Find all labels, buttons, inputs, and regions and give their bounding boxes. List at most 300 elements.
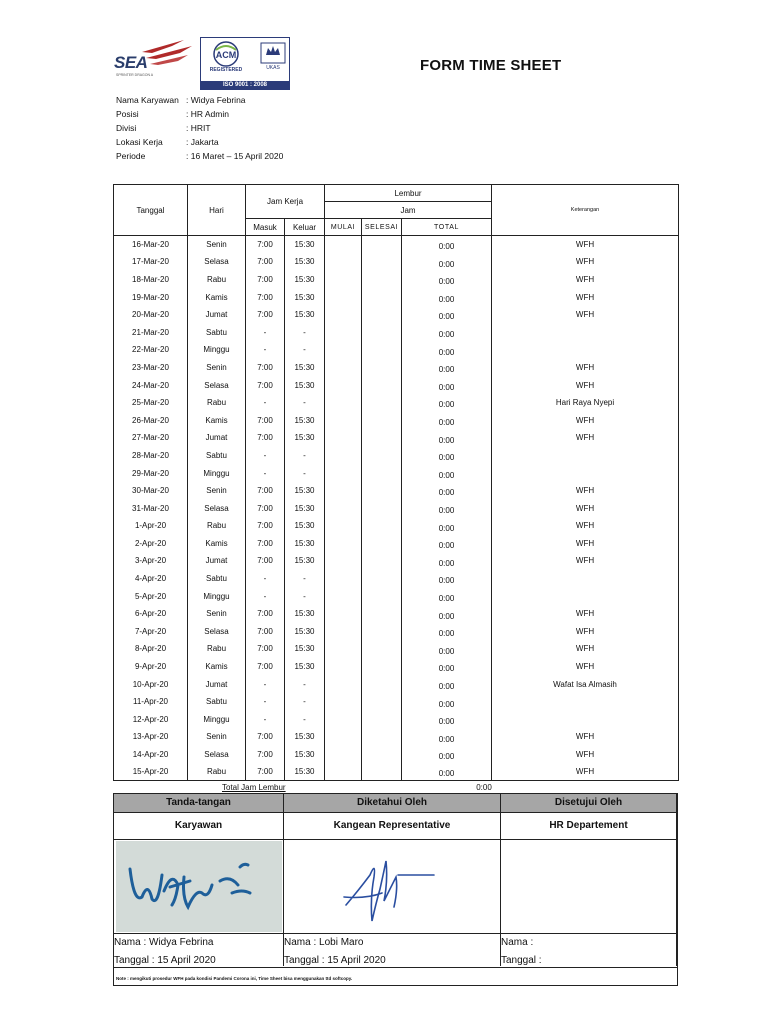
cell-keluar: 15:30: [285, 359, 325, 377]
header-jam: Jam: [325, 202, 492, 219]
cell-hari: Minggu: [188, 341, 246, 359]
representative-signature-image: [286, 841, 498, 932]
info-value: : Widya Febrina: [186, 95, 246, 105]
certification-badge: [200, 37, 290, 90]
cell-empty: [325, 359, 362, 377]
table-row: [114, 499, 679, 517]
signature-header: Tanda-tangan: [166, 797, 231, 808]
header-keterangan: Keterangan: [492, 185, 679, 236]
cell-empty: [325, 605, 362, 623]
cell-total: 0:00: [402, 711, 492, 729]
cell-keterangan: Hari Raya Nyepi: [492, 394, 679, 412]
cell-hari: Sabtu: [188, 447, 246, 465]
cell-tanggal: 7-Apr-20: [114, 623, 188, 641]
cell-masuk: 7:00: [246, 359, 285, 377]
cell-masuk: -: [246, 447, 285, 465]
cell-keluar: -: [285, 587, 325, 605]
cell-hari: Senin: [188, 605, 246, 623]
cell-empty: [362, 464, 402, 482]
cell-masuk: 7:00: [246, 640, 285, 658]
cell-keluar: 15:30: [285, 605, 325, 623]
cell-total: 0:00: [402, 394, 492, 412]
cell-tanggal: 9-Apr-20: [114, 658, 188, 676]
cell-empty: [325, 429, 362, 447]
cell-keterangan: WFH: [492, 623, 679, 641]
table-row: [114, 605, 679, 623]
table-row: [114, 271, 679, 289]
info-row: [116, 121, 283, 135]
cell-total: 0:00: [402, 658, 492, 676]
cell-total: 0:00: [402, 535, 492, 553]
cell-hari: Selasa: [188, 746, 246, 764]
sea-logo: [112, 36, 198, 84]
table-row: [114, 658, 679, 676]
table-row: [114, 429, 679, 447]
cell-tanggal: 31-Mar-20: [114, 499, 188, 517]
cell-hari: Jumat: [188, 429, 246, 447]
signature-role: Karyawan: [174, 820, 223, 831]
cell-keluar: 15:30: [285, 411, 325, 429]
cell-masuk: 7:00: [246, 535, 285, 553]
cell-empty: [325, 288, 362, 306]
cell-empty: [325, 746, 362, 764]
cell-keluar: -: [285, 464, 325, 482]
cell-hari: Senin: [188, 482, 246, 500]
cell-hari: Jumat: [188, 306, 246, 324]
signature-note: Note : mengikuti prosedur WFH pada kondisi Pandemi Corona ini, Time Sheet bisa menggunakan ttd softcopy.: [116, 976, 353, 981]
cell-keluar: -: [285, 341, 325, 359]
cell-keluar: -: [285, 711, 325, 729]
cell-keterangan: [492, 323, 679, 341]
cell-hari: Sabtu: [188, 570, 246, 588]
signature-name: Nama :: [501, 937, 534, 948]
cell-keterangan: WFH: [492, 658, 679, 676]
cell-keluar: 15:30: [285, 306, 325, 324]
cell-total: 0:00: [402, 746, 492, 764]
cell-hari: Senin: [188, 359, 246, 377]
cell-tanggal: 25-Mar-20: [114, 394, 188, 412]
cell-empty: [325, 675, 362, 693]
cell-keterangan: WFH: [492, 552, 679, 570]
cell-empty: [325, 711, 362, 729]
table-row: [114, 359, 679, 377]
cell-empty: [325, 763, 362, 781]
table-row: [114, 587, 679, 605]
cell-empty: [362, 623, 402, 641]
cell-empty: [325, 464, 362, 482]
cell-empty: [362, 394, 402, 412]
cell-total: 0:00: [402, 675, 492, 693]
cell-masuk: 7:00: [246, 429, 285, 447]
info-label: Lokasi Kerja: [116, 137, 163, 147]
table-row: [114, 535, 679, 553]
cell-tanggal: 29-Mar-20: [114, 464, 188, 482]
acm-badge-icon: [203, 40, 249, 74]
cell-total: 0:00: [402, 411, 492, 429]
cell-hari: Kamis: [188, 535, 246, 553]
cell-total: 0:00: [402, 271, 492, 289]
cell-keterangan: WFH: [492, 306, 679, 324]
cell-empty: [362, 429, 402, 447]
sea-wordmark: SEA: [114, 53, 148, 72]
cell-masuk: 7:00: [246, 253, 285, 271]
cell-empty: [362, 447, 402, 465]
cell-total: 0:00: [402, 693, 492, 711]
sea-tagline: SPRINTER DRAGON A: [116, 73, 154, 77]
cell-empty: [325, 341, 362, 359]
cell-total: 0:00: [402, 236, 492, 254]
signature-date: Tanggal : 15 April 2020: [284, 955, 386, 966]
cell-hari: Minggu: [188, 711, 246, 729]
table-row: [114, 763, 679, 781]
cell-empty: [362, 499, 402, 517]
cell-keluar: 15:30: [285, 658, 325, 676]
cell-keterangan: [492, 464, 679, 482]
cell-tanggal: 20-Mar-20: [114, 306, 188, 324]
cell-masuk: 7:00: [246, 517, 285, 535]
ukas-crown-icon: [259, 41, 287, 73]
cell-keterangan: [492, 693, 679, 711]
table-row: [114, 464, 679, 482]
cell-keluar: 15:30: [285, 271, 325, 289]
cell-empty: [362, 570, 402, 588]
cell-empty: [325, 570, 362, 588]
cell-keluar: 15:30: [285, 253, 325, 271]
cell-keterangan: [492, 447, 679, 465]
cell-total: 0:00: [402, 482, 492, 500]
table-row: [114, 411, 679, 429]
cell-tanggal: 6-Apr-20: [114, 605, 188, 623]
signature-header: Diketahui Oleh: [356, 797, 427, 808]
cell-empty: [325, 394, 362, 412]
cell-empty: [362, 306, 402, 324]
cell-keterangan: WFH: [492, 411, 679, 429]
cell-empty: [362, 236, 402, 254]
cell-empty: [325, 623, 362, 641]
cell-empty: [362, 675, 402, 693]
cell-empty: [362, 482, 402, 500]
cell-keluar: 15:30: [285, 499, 325, 517]
cell-empty: [362, 253, 402, 271]
cell-keterangan: WFH: [492, 482, 679, 500]
cell-total: 0:00: [402, 517, 492, 535]
registered-text: REGISTERED: [209, 67, 243, 73]
cell-keluar: -: [285, 675, 325, 693]
cell-hari: Kamis: [188, 658, 246, 676]
cell-total: 0:00: [402, 306, 492, 324]
cell-empty: [362, 728, 402, 746]
cell-masuk: 7:00: [246, 658, 285, 676]
cell-masuk: 7:00: [246, 763, 285, 781]
cell-empty: [325, 447, 362, 465]
cell-empty: [362, 359, 402, 377]
table-row: [114, 746, 679, 764]
cell-tanggal: 28-Mar-20: [114, 447, 188, 465]
company-logo: [112, 36, 292, 92]
cell-keluar: -: [285, 447, 325, 465]
table-row: [114, 640, 679, 658]
cell-keluar: -: [285, 693, 325, 711]
cell-empty: [325, 376, 362, 394]
cell-total: 0:00: [402, 376, 492, 394]
cell-total: 0:00: [402, 359, 492, 377]
cell-empty: [362, 693, 402, 711]
table-row: [114, 394, 679, 412]
cell-keluar: 15:30: [285, 623, 325, 641]
cell-tanggal: 19-Mar-20: [114, 288, 188, 306]
info-label: Periode: [116, 151, 146, 161]
cell-keluar: 15:30: [285, 482, 325, 500]
total-lembur-row: [113, 781, 678, 793]
cell-keterangan: Wafat Isa Almasih: [492, 675, 679, 693]
ukas-text: UKAS: [266, 65, 280, 71]
cell-tanggal: 15-Apr-20: [114, 763, 188, 781]
cell-hari: Jumat: [188, 552, 246, 570]
cell-keluar: -: [285, 323, 325, 341]
cell-keterangan: WFH: [492, 499, 679, 517]
cell-keluar: 15:30: [285, 236, 325, 254]
cell-keluar: 15:30: [285, 517, 325, 535]
note-divider: [114, 967, 677, 968]
cell-masuk: -: [246, 341, 285, 359]
signature-date: Tanggal : 15 April 2020: [114, 955, 216, 966]
timesheet-body: [114, 236, 679, 781]
cell-empty: [325, 271, 362, 289]
table-row: [114, 253, 679, 271]
cell-keterangan: [492, 341, 679, 359]
cell-keterangan: [492, 570, 679, 588]
cell-empty: [362, 376, 402, 394]
cell-tanggal: 24-Mar-20: [114, 376, 188, 394]
cell-empty: [325, 411, 362, 429]
cell-tanggal: 23-Mar-20: [114, 359, 188, 377]
cell-keluar: -: [285, 570, 325, 588]
cell-empty: [325, 658, 362, 676]
signature-column-karyawan: [114, 794, 284, 966]
cell-masuk: 7:00: [246, 623, 285, 641]
cell-keterangan: WFH: [492, 640, 679, 658]
cell-masuk: 7:00: [246, 482, 285, 500]
cell-keterangan: WFH: [492, 359, 679, 377]
acm-text: ACM: [215, 50, 237, 60]
cell-empty: [325, 552, 362, 570]
cell-keterangan: [492, 711, 679, 729]
cell-tanggal: 10-Apr-20: [114, 675, 188, 693]
header-tanggal: Tanggal: [114, 185, 188, 236]
cell-total: 0:00: [402, 640, 492, 658]
table-row: [114, 323, 679, 341]
cell-masuk: 7:00: [246, 288, 285, 306]
cell-tanggal: 21-Mar-20: [114, 323, 188, 341]
cell-empty: [325, 535, 362, 553]
cell-hari: Rabu: [188, 394, 246, 412]
info-value: : 16 Maret – 15 April 2020: [186, 151, 284, 161]
cell-keterangan: WFH: [492, 376, 679, 394]
table-row: [114, 236, 679, 254]
info-value: : HR Admin: [186, 109, 229, 119]
cell-empty: [325, 253, 362, 271]
cell-masuk: 7:00: [246, 728, 285, 746]
cell-total: 0:00: [402, 429, 492, 447]
cell-masuk: 7:00: [246, 306, 285, 324]
cell-keluar: 15:30: [285, 746, 325, 764]
table-row: [114, 517, 679, 535]
cell-tanggal: 26-Mar-20: [114, 411, 188, 429]
cell-keluar: 15:30: [285, 429, 325, 447]
cell-keluar: 15:30: [285, 376, 325, 394]
header-total: TOTAL: [402, 219, 492, 236]
info-value: : HRIT: [186, 123, 211, 133]
cell-empty: [362, 535, 402, 553]
cell-masuk: 7:00: [246, 746, 285, 764]
cell-empty: [362, 658, 402, 676]
total-lembur-value: 0:00: [476, 783, 492, 792]
cell-masuk: -: [246, 587, 285, 605]
cell-masuk: 7:00: [246, 499, 285, 517]
cell-total: 0:00: [402, 323, 492, 341]
table-row: [114, 623, 679, 641]
cell-keterangan: WFH: [492, 271, 679, 289]
cell-masuk: 7:00: [246, 605, 285, 623]
signature-header: Disetujui Oleh: [554, 797, 623, 808]
cell-empty: [325, 236, 362, 254]
cell-keterangan: WFH: [492, 288, 679, 306]
cell-hari: Selasa: [188, 499, 246, 517]
table-row: [114, 376, 679, 394]
table-row: [114, 306, 679, 324]
signature-date: Tanggal :: [501, 955, 542, 966]
cell-total: 0:00: [402, 447, 492, 465]
cell-tanggal: 8-Apr-20: [114, 640, 188, 658]
cell-total: 0:00: [402, 587, 492, 605]
signature-column-representative: [284, 794, 501, 966]
cell-hari: Selasa: [188, 253, 246, 271]
cell-hari: Minggu: [188, 464, 246, 482]
cell-empty: [325, 728, 362, 746]
header-jam-kerja: Jam Kerja: [246, 185, 325, 219]
cell-empty: [362, 640, 402, 658]
cell-total: 0:00: [402, 763, 492, 781]
form-title: FORM TIME SHEET: [420, 57, 562, 74]
cell-keterangan: WFH: [492, 746, 679, 764]
cell-hari: Kamis: [188, 288, 246, 306]
info-label: Nama Karyawan: [116, 95, 179, 105]
table-row: [114, 341, 679, 359]
table-row: [114, 728, 679, 746]
signature-name: Nama : Widya Febrina: [114, 937, 214, 948]
info-value: : Jakarta: [186, 137, 219, 147]
cell-empty: [362, 587, 402, 605]
header-lembur: Lembur: [325, 185, 492, 202]
cell-keluar: -: [285, 394, 325, 412]
cell-total: 0:00: [402, 499, 492, 517]
table-row: [114, 711, 679, 729]
cell-masuk: -: [246, 323, 285, 341]
cell-hari: Senin: [188, 236, 246, 254]
total-lembur-label: Total Jam Lembur: [222, 783, 286, 792]
cell-keterangan: WFH: [492, 605, 679, 623]
cell-masuk: 7:00: [246, 376, 285, 394]
cell-masuk: 7:00: [246, 271, 285, 289]
cell-masuk: 7:00: [246, 236, 285, 254]
signature-column-hr: [501, 794, 677, 966]
info-row: [116, 93, 283, 107]
cell-empty: [362, 711, 402, 729]
cell-empty: [362, 746, 402, 764]
cell-empty: [325, 306, 362, 324]
cell-empty: [325, 587, 362, 605]
timesheet-table: [113, 184, 679, 781]
cell-hari: Minggu: [188, 587, 246, 605]
cell-total: 0:00: [402, 570, 492, 588]
cell-total: 0:00: [402, 552, 492, 570]
signature-section: [113, 793, 678, 986]
cell-keluar: 15:30: [285, 640, 325, 658]
iso-label: ISO 9001 : 2008: [201, 81, 289, 89]
cell-empty: [362, 323, 402, 341]
cell-tanggal: 5-Apr-20: [114, 587, 188, 605]
cell-masuk: -: [246, 464, 285, 482]
cell-total: 0:00: [402, 253, 492, 271]
cell-masuk: 7:00: [246, 411, 285, 429]
cell-tanggal: 11-Apr-20: [114, 693, 188, 711]
cell-keluar: 15:30: [285, 552, 325, 570]
cell-keluar: 15:30: [285, 763, 325, 781]
table-row: [114, 675, 679, 693]
cell-tanggal: 4-Apr-20: [114, 570, 188, 588]
info-label: Divisi: [116, 123, 137, 133]
info-label: Posisi: [116, 109, 139, 119]
cell-keluar: 15:30: [285, 288, 325, 306]
cell-empty: [325, 517, 362, 535]
header-keluar: Keluar: [285, 219, 325, 236]
table-row: [114, 570, 679, 588]
table-row: [114, 552, 679, 570]
cell-hari: Sabtu: [188, 693, 246, 711]
cell-tanggal: 2-Apr-20: [114, 535, 188, 553]
cell-masuk: -: [246, 675, 285, 693]
cell-empty: [362, 411, 402, 429]
cell-empty: [325, 323, 362, 341]
cell-empty: [362, 341, 402, 359]
cell-tanggal: 3-Apr-20: [114, 552, 188, 570]
cell-empty: [325, 693, 362, 711]
cell-empty: [325, 640, 362, 658]
cell-keluar: 15:30: [285, 535, 325, 553]
table-row: [114, 693, 679, 711]
cell-tanggal: 22-Mar-20: [114, 341, 188, 359]
cell-total: 0:00: [402, 464, 492, 482]
cell-keterangan: [492, 587, 679, 605]
cell-total: 0:00: [402, 728, 492, 746]
cell-hari: Rabu: [188, 271, 246, 289]
cell-empty: [325, 482, 362, 500]
cell-masuk: -: [246, 711, 285, 729]
cell-masuk: -: [246, 693, 285, 711]
cell-hari: Rabu: [188, 640, 246, 658]
signature-role: Kangean Representative: [333, 820, 451, 831]
header-masuk: Masuk: [246, 219, 285, 236]
cell-keterangan: WFH: [492, 535, 679, 553]
signature-name: Nama : Lobi Maro: [284, 937, 364, 948]
cell-hari: Selasa: [188, 376, 246, 394]
cell-empty: [362, 517, 402, 535]
info-row: [116, 107, 283, 121]
table-row: [114, 482, 679, 500]
header-selesai: SELESAI: [362, 219, 402, 236]
cell-hari: Jumat: [188, 675, 246, 693]
cell-tanggal: 17-Mar-20: [114, 253, 188, 271]
